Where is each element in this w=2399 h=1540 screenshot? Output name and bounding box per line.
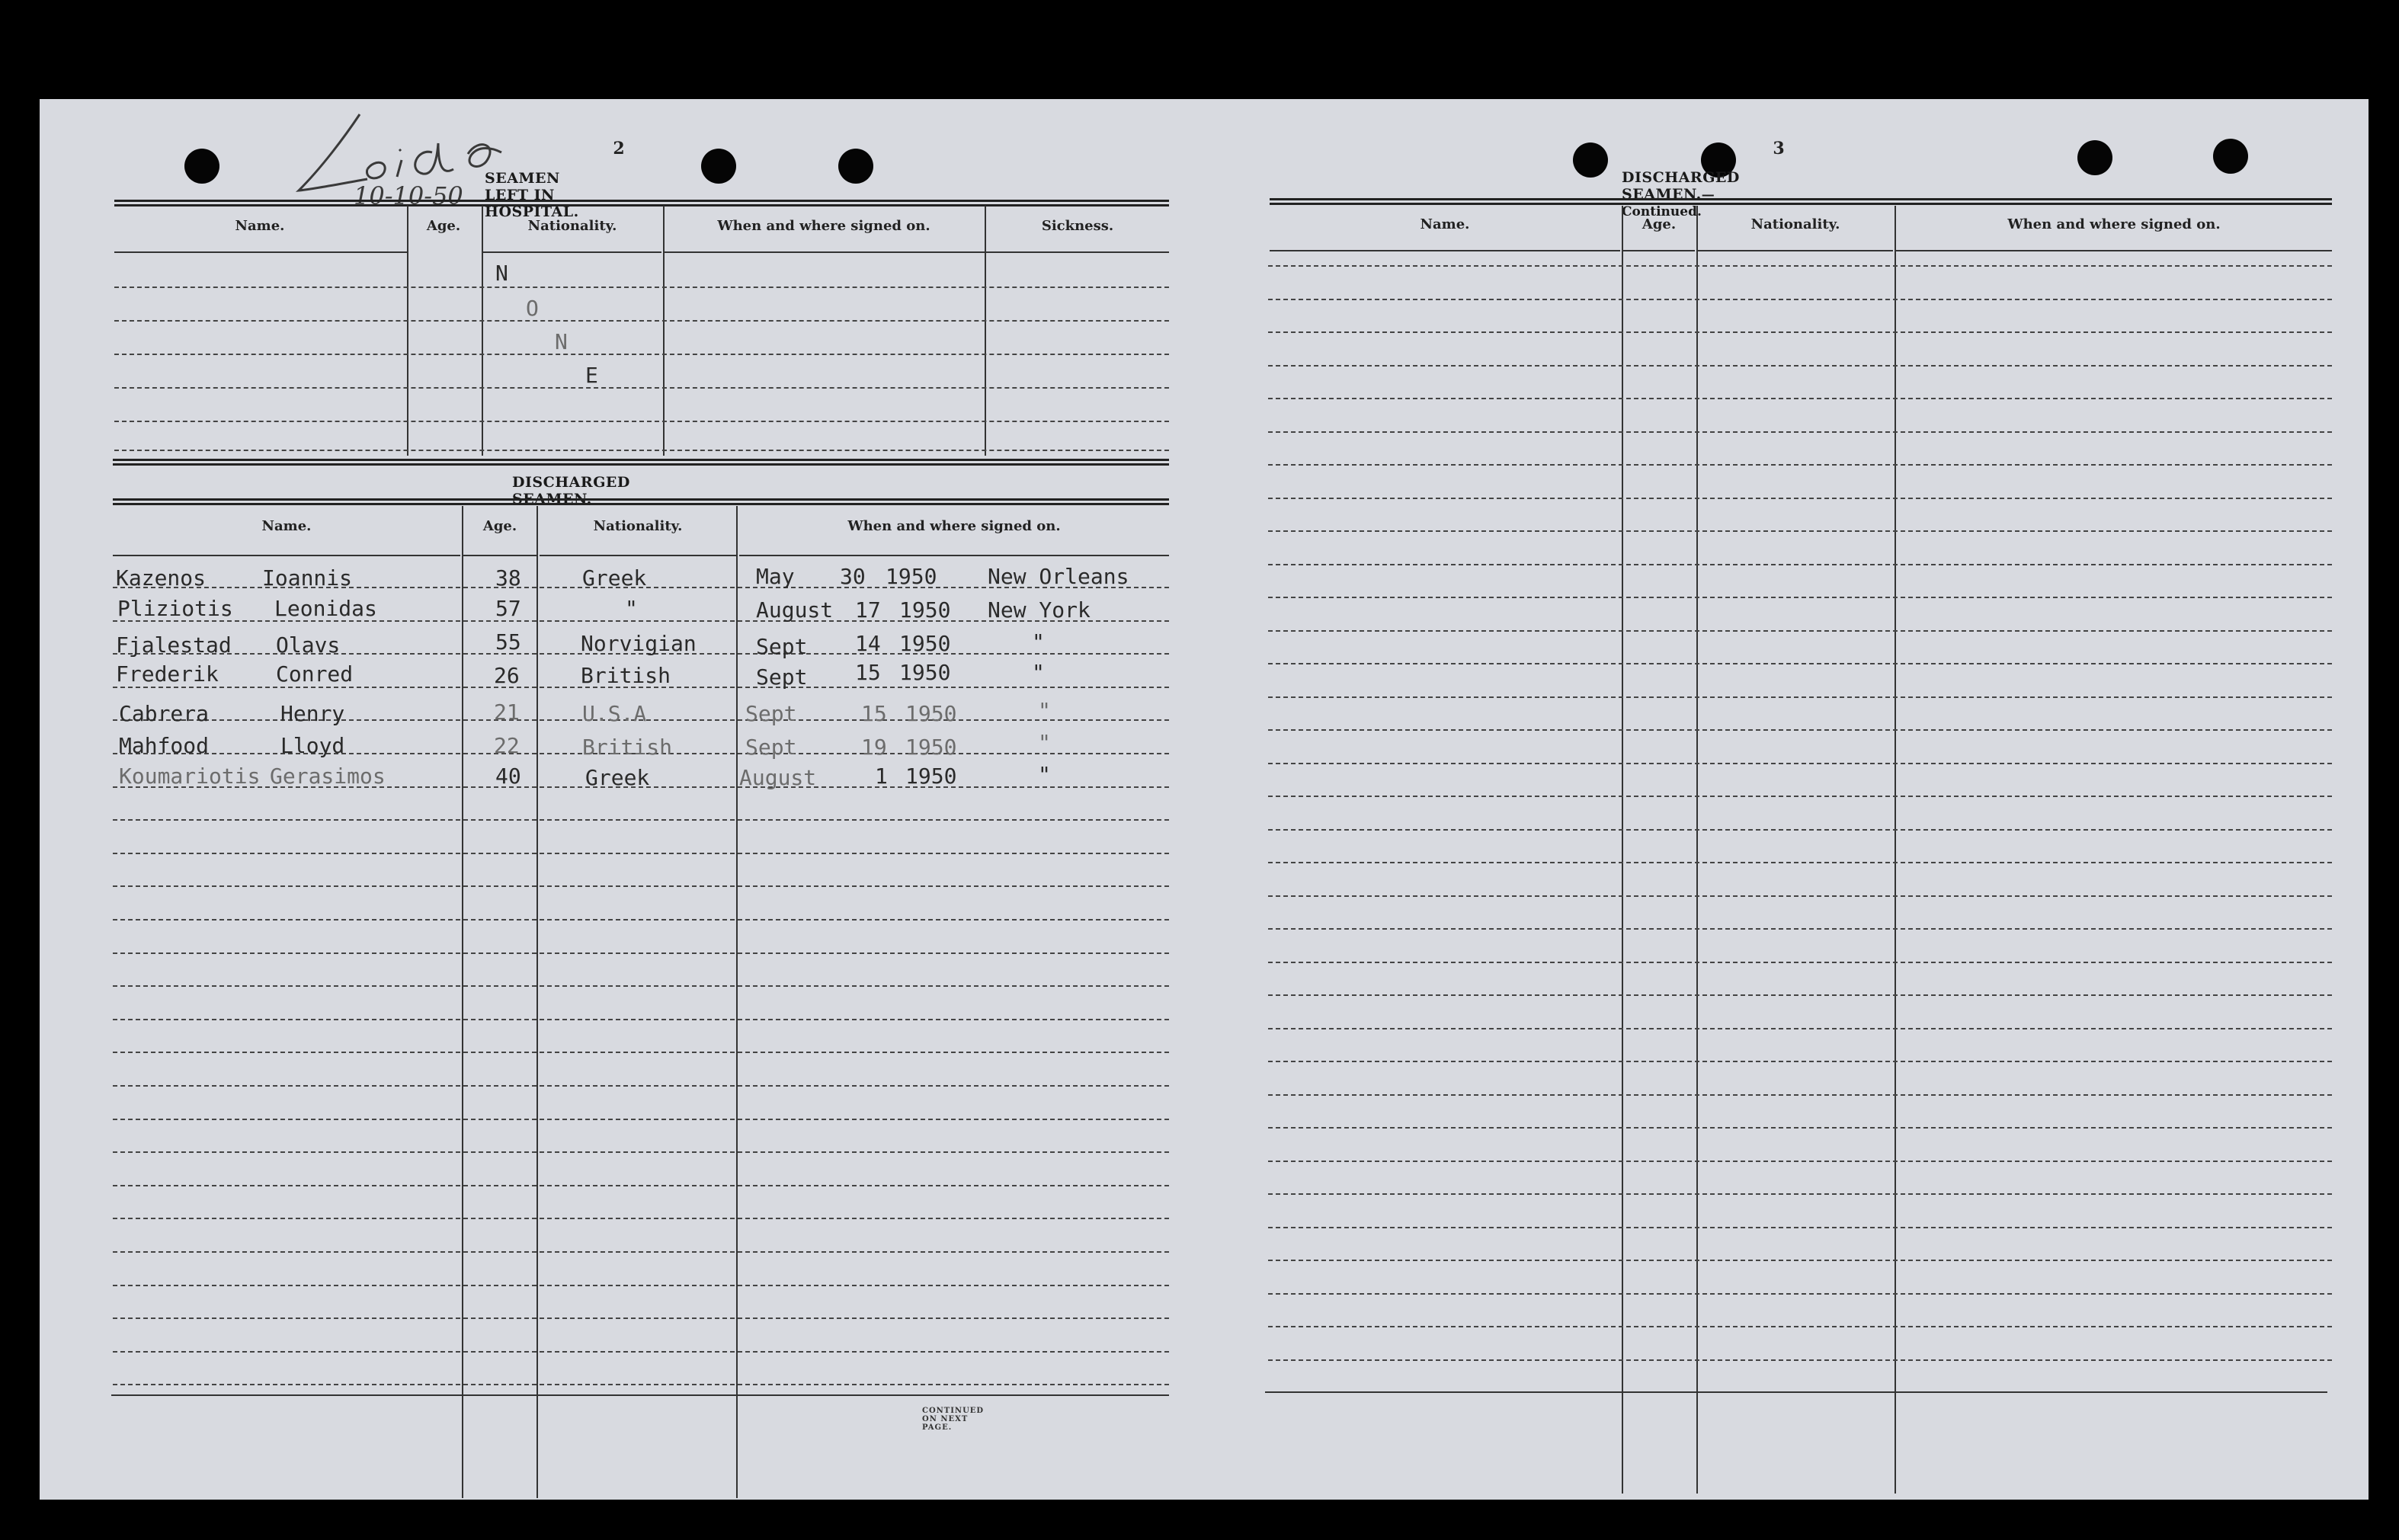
header-signed-on: When and where signed on. (2007, 216, 2221, 232)
cell-month: May (756, 564, 795, 589)
cell-day: 17 (855, 597, 881, 623)
title-rule (1270, 198, 2332, 205)
ruled-line (1268, 299, 2332, 300)
ruled-line (113, 919, 1169, 920)
ruled-line (113, 1052, 1169, 1053)
header-nationality: Nationality. (1750, 216, 1840, 232)
punch-hole (838, 149, 873, 184)
cell-month: Sept (745, 701, 797, 726)
ruled-line (1268, 994, 2332, 996)
ruled-line (1268, 498, 2332, 499)
ruled-line (1268, 1359, 2332, 1361)
cell-age: 40 (495, 764, 521, 789)
cell-month: Sept (756, 664, 808, 690)
page-number: 3 (1773, 139, 1785, 158)
column-divider (536, 506, 538, 1498)
header-underline (665, 251, 1169, 253)
ruled-line (1268, 365, 2332, 367)
header-nationality: Nationality. (593, 518, 683, 534)
cell-age: 38 (495, 565, 521, 591)
punch-hole (701, 149, 736, 184)
ruled-line (113, 1185, 1169, 1186)
cell-year: 1950 (899, 631, 951, 656)
punch-hole (1573, 142, 1608, 178)
ruled-line (1268, 564, 2332, 565)
cell-given-name: Leonidas (274, 596, 377, 621)
ruled-line (1268, 1028, 2332, 1029)
header-underline (1623, 250, 1695, 251)
ruled-line (113, 985, 1169, 987)
cell-surname: Koumariotis (119, 764, 261, 789)
cell-year: 1950 (905, 701, 957, 726)
cell-year: 1950 (905, 764, 957, 789)
cell-month: August (756, 597, 834, 623)
cell-nationality: U.S.A (582, 701, 647, 726)
ruled-line (1268, 530, 2332, 532)
ruled-line (113, 1119, 1169, 1120)
ruled-line (1268, 331, 2332, 333)
cell-place: " (1032, 660, 1045, 685)
column-divider (462, 506, 463, 1498)
header-name: Name. (261, 518, 312, 534)
header-name: Name. (235, 218, 285, 234)
ruled-line (113, 853, 1169, 854)
column-divider (736, 506, 738, 1498)
column-divider (407, 206, 408, 456)
ruled-line (1268, 962, 2332, 963)
cell-day: 1 (875, 764, 888, 789)
ruled-line (114, 287, 1169, 288)
ruled-line (1268, 1161, 2332, 1162)
cell-given-name: Lloyd (280, 733, 345, 758)
cell-day: 19 (861, 735, 887, 760)
ruled-line (114, 450, 1169, 451)
cell-given-name: Olavs (276, 632, 341, 658)
punch-hole (2077, 140, 2112, 175)
ruled-line (1268, 663, 2332, 664)
ruled-line (1268, 1260, 2332, 1261)
ruled-line (113, 1251, 1169, 1253)
cell-day: 15 (855, 660, 881, 685)
cell-given-name: Gerasimos (270, 764, 386, 789)
cell-surname: Fjalestad (116, 632, 232, 658)
cell-given-name: Ioannis (262, 565, 353, 591)
ruled-line (113, 819, 1169, 821)
cell-age: 26 (494, 663, 520, 688)
cell-nationality: Norvigian (581, 631, 697, 656)
ruled-line (1268, 431, 2332, 433)
cell-year: 1950 (886, 564, 937, 589)
ruled-line (113, 1285, 1169, 1286)
cell-nationality: " (625, 596, 638, 621)
cell-day: 15 (861, 701, 887, 726)
cell-year: 1950 (899, 660, 951, 685)
ruled-line (114, 421, 1169, 422)
ruled-line (1268, 928, 2332, 930)
none-mark: N (555, 329, 568, 354)
ruled-line (1268, 464, 2332, 466)
header-sickness: Sickness. (1041, 218, 1114, 234)
ruled-line (114, 320, 1169, 322)
ruled-line (113, 1317, 1169, 1319)
ruled-line (1268, 1193, 2332, 1195)
cell-year: 1950 (905, 735, 957, 760)
header-underline (540, 555, 736, 556)
ruled-line (113, 1019, 1169, 1020)
ruled-line (113, 1151, 1169, 1153)
column-divider (482, 206, 483, 456)
cell-place: " (1038, 730, 1051, 755)
ruled-line (113, 1384, 1169, 1385)
ruled-line (113, 1085, 1169, 1087)
cell-age: 55 (495, 629, 521, 655)
section-title-discharged: DISCHARGED SEAMEN. (512, 474, 630, 507)
ruled-line (1268, 1094, 2332, 1096)
cell-surname: Mahfood (119, 733, 210, 758)
bottom-rule (111, 1394, 1169, 1396)
header-underline (463, 555, 536, 556)
cell-month: August (739, 765, 817, 790)
header-underline (1896, 250, 2332, 251)
ruled-line (1268, 862, 2332, 863)
none-mark: N (495, 261, 508, 286)
ruled-line (1268, 829, 2332, 831)
column-divider (985, 206, 986, 456)
cell-day: 30 (840, 564, 866, 589)
header-name: Name. (1420, 216, 1470, 232)
ruled-line (113, 1218, 1169, 1219)
cell-year: 1950 (899, 597, 951, 623)
cell-month: Sept (756, 634, 808, 659)
header-underline (1698, 250, 1893, 251)
cell-surname: Pliziotis (117, 596, 233, 621)
header-nationality: Nationality. (527, 218, 617, 234)
none-mark: O (526, 296, 539, 321)
ruled-line (1268, 1326, 2332, 1327)
none-mark: E (585, 363, 598, 388)
cell-place: New York (988, 597, 1091, 623)
column-divider (663, 206, 665, 456)
cell-surname: Frederik (116, 661, 219, 687)
cell-place: New Orleans (988, 564, 1129, 589)
section-title-hospital: SEAMEN LEFT IN HOSPITAL. (485, 170, 579, 220)
cell-given-name: Henry (280, 701, 345, 726)
ruled-line (113, 1351, 1169, 1353)
ruled-line (1268, 630, 2332, 632)
ruled-line (1268, 597, 2332, 598)
header-underline (1270, 250, 1620, 251)
ruled-line (1268, 763, 2332, 764)
section-rule (113, 498, 1169, 505)
cell-place: " (1038, 698, 1051, 723)
cell-age: 21 (494, 700, 520, 725)
ruled-line (1268, 1227, 2332, 1228)
cell-place: " (1038, 762, 1051, 787)
ruled-line (114, 354, 1169, 355)
header-signed-on: When and where signed on. (717, 218, 930, 234)
header-age: Age. (482, 518, 517, 534)
header-age: Age. (426, 218, 461, 234)
continued-note: CONTINUED ON NEXT PAGE. (922, 1407, 985, 1432)
ruled-line (1268, 895, 2332, 897)
bottom-rule (1265, 1391, 2327, 1393)
ruled-line (114, 387, 1169, 389)
header-age: Age. (1642, 216, 1677, 232)
title-suffix: —Continued. (1622, 187, 1715, 219)
header-underline (113, 555, 460, 556)
cell-nationality: Greek (582, 565, 647, 591)
section-title-discharged-continued (1622, 169, 1740, 219)
ruled-line (113, 952, 1169, 954)
ruled-line (113, 885, 1169, 887)
ruled-line (1268, 796, 2332, 797)
cell-age: 57 (495, 596, 521, 621)
punch-hole (2213, 139, 2248, 174)
ruled-line (1268, 1061, 2332, 1062)
page-number: 2 (613, 139, 625, 158)
svg-text:10-10-50: 10-10-50 (354, 181, 463, 210)
cell-day: 14 (855, 631, 881, 656)
cell-nationality: British (582, 735, 673, 760)
cell-place: " (1032, 629, 1045, 655)
header-underline (114, 251, 407, 253)
title-main: DISCHARGED SEAMEN. (1622, 169, 1740, 203)
ruled-line (1268, 1127, 2332, 1129)
section-rule (113, 459, 1169, 466)
cell-nationality: British (581, 663, 671, 688)
header-underline (483, 251, 661, 253)
punch-hole (184, 149, 219, 184)
ruled-line (1268, 265, 2332, 267)
cell-nationality: Greek (585, 765, 650, 790)
ruled-line (1268, 398, 2332, 399)
header-underline (739, 555, 1169, 556)
document-sheet (40, 99, 2369, 1500)
cell-age: 22 (494, 733, 520, 758)
cell-surname: Cabrera (119, 701, 210, 726)
ruled-line (1268, 696, 2332, 698)
title-rule (114, 200, 1169, 207)
cell-month: Sept (745, 735, 797, 760)
cell-given-name: Conred (276, 661, 354, 687)
ruled-line (1268, 729, 2332, 731)
ruled-line (1268, 1293, 2332, 1295)
cell-surname: Kazenos (116, 565, 207, 591)
header-signed-on: When and where signed on. (847, 518, 1061, 534)
